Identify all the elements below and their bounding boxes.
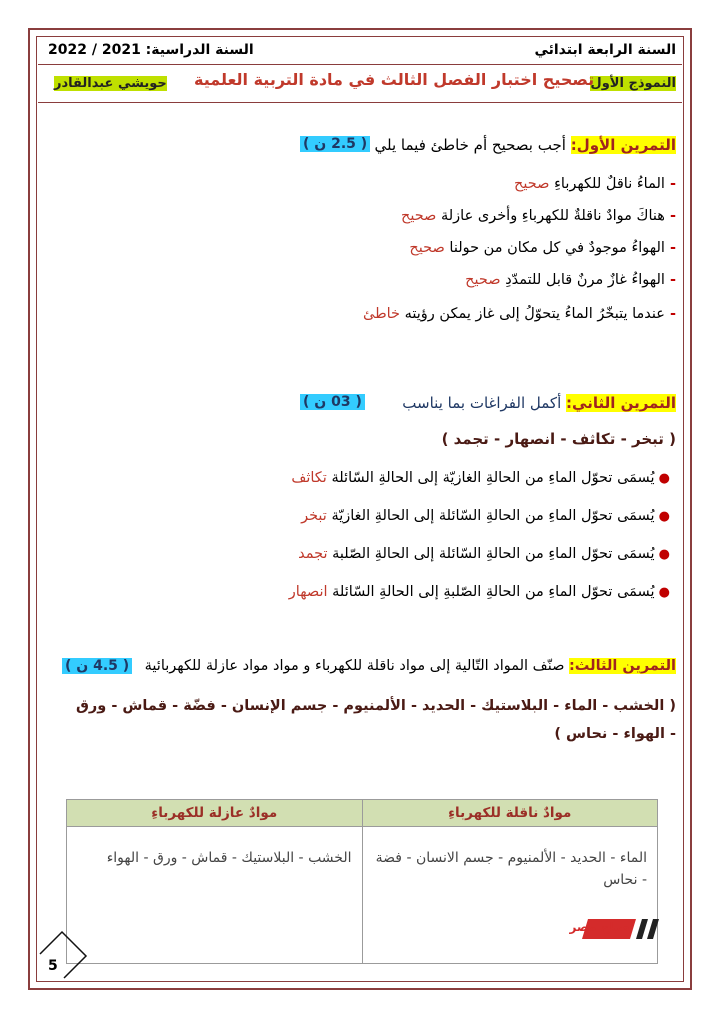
school-year: السنة الدراسية: 2021 / 2022: [48, 42, 254, 58]
grade-label: السنة الرابعة ابتدائي: [534, 42, 676, 58]
list-bullet: ●: [654, 585, 670, 600]
item-answer: تبخر: [301, 508, 327, 524]
exercise-1-item: [409, 240, 676, 256]
exercise-3-points: ( 4.5 ن ): [62, 658, 132, 674]
model-badge: النموذج الأول: [590, 76, 676, 91]
insulators-cell: الخشب - البلاستيك - قماش - ورق - الهواء: [67, 827, 363, 964]
header-divider-2: [38, 102, 682, 103]
item-answer: صحيح: [400, 208, 437, 224]
list-bullet: ●: [654, 509, 670, 524]
exercise-3-label: التمرين الثالث:: [569, 658, 676, 674]
exercise-1-instruction: أجب بصحيح أم خاطئ فيما يلي: [374, 136, 566, 154]
item-statement: يُسمَى تحوّل الماءِ من الحالةِ الصّلبةِ إلى الحالةِ السّائلة: [332, 584, 655, 600]
exam-title: تصحيح اختبار الفصل الثالث في مادة التربية العلمية: [194, 70, 595, 89]
list-dash: -: [664, 176, 676, 192]
item-statement: هناكَ موادٌ ناقلةٌ للكهرباءِ وأخرى عازلة: [440, 208, 665, 224]
insulators-header: موادٌ عازلة للكهرباءِ: [67, 800, 363, 827]
item-statement: يُسمَى تحوّل الماءِ من الحالةِ السّائلة إلى الحالةِ الصّلبة: [332, 546, 655, 562]
exercise-3-instruction: صنّف المواد التّالية إلى مواد ناقلة للكهرباء و مواد مواد عازلة للكهربائية: [144, 658, 565, 674]
item-statement: الهواءُ موجودٌ في كل مكان من حولنا: [449, 240, 665, 256]
header-divider: [38, 64, 682, 65]
list-dash: -: [664, 272, 676, 288]
conductors-cell: الماء - الحديد - الألمنيوم - جسم الانسان - فضة - نحاس: [362, 827, 658, 964]
exercise-2-item: [301, 508, 670, 524]
exercise-2-item: [291, 470, 670, 486]
exercise-2-word-bank: ( تبخر - تكاثف - انصهار - تجمد ): [441, 430, 676, 448]
item-answer: صحيح: [514, 176, 550, 192]
exercise-1-item: [465, 272, 676, 288]
item-answer: صحيح: [465, 272, 501, 288]
page-number: 5: [48, 958, 58, 974]
item-answer: تكاثف: [291, 470, 327, 486]
item-answer: انصهار: [288, 584, 328, 600]
item-statement: يُسمَى تحوّل الماءِ من الحالةِ السّائلة إلى الحالةِ الغازيّة: [331, 508, 655, 524]
exercise-2-item: [289, 584, 670, 600]
exercise-1-item: [363, 306, 676, 322]
list-dash: -: [664, 306, 676, 322]
author-name: حويشي عبدالقادر: [54, 76, 167, 91]
item-answer: خاطئ: [363, 306, 401, 322]
exercise-3-word-bank-line-1: ( الخشب - الماء - البلاستيك - الحديد - الألمنيوم - جسم الإنسان - فضّة - قماش - ورق: [75, 698, 676, 714]
exercise-1-points: ( 2.5 ن ): [300, 136, 370, 152]
watermark-logo: [558, 916, 666, 942]
item-statement: الهواءُ غازٌ مرنٌ قابل للتمدّدِ: [505, 272, 665, 288]
exercise-2-item: [298, 546, 670, 562]
list-bullet: ●: [654, 547, 670, 562]
exercise-2-label: التمرين الثاني:: [566, 394, 676, 412]
exercise-2-instruction: أكمل الفراغات بما يناسب: [402, 394, 562, 412]
list-bullet: ●: [654, 471, 670, 486]
page-number-diamond: [38, 930, 90, 982]
exercise-1-heading: [375, 136, 676, 154]
item-answer: صحيح: [409, 240, 445, 256]
exercise-1-item: [514, 176, 676, 192]
watermark-text: صباح مصر: [569, 920, 630, 934]
exercise-3-heading: [145, 658, 676, 674]
exercise-3-word-bank-line-2: - الهواء - نحاس ): [554, 726, 676, 742]
exercise-1-label: التمرين الأول:: [570, 136, 676, 154]
list-dash: -: [664, 208, 676, 224]
exercise-2-heading: [402, 394, 676, 412]
conductors-header: موادٌ ناقلة للكهرباءِ: [362, 800, 658, 827]
exercise-1-item: [401, 208, 676, 224]
exercise-2-points: ( 03 ن ): [300, 394, 365, 410]
item-statement: يُسمَى تحوّل الماءِ من الحالةِ الغازيّة إلى الحالةِ السّائلة: [331, 470, 655, 486]
item-statement: الماءُ ناقلٌ للكهرباءِ: [554, 176, 665, 192]
item-statement: عندما يتبخّرُ الماءُ يتحوّلُ إلى غاز يمكن رؤيته: [404, 306, 665, 322]
item-answer: تجمد: [298, 546, 328, 562]
list-dash: -: [664, 240, 676, 256]
